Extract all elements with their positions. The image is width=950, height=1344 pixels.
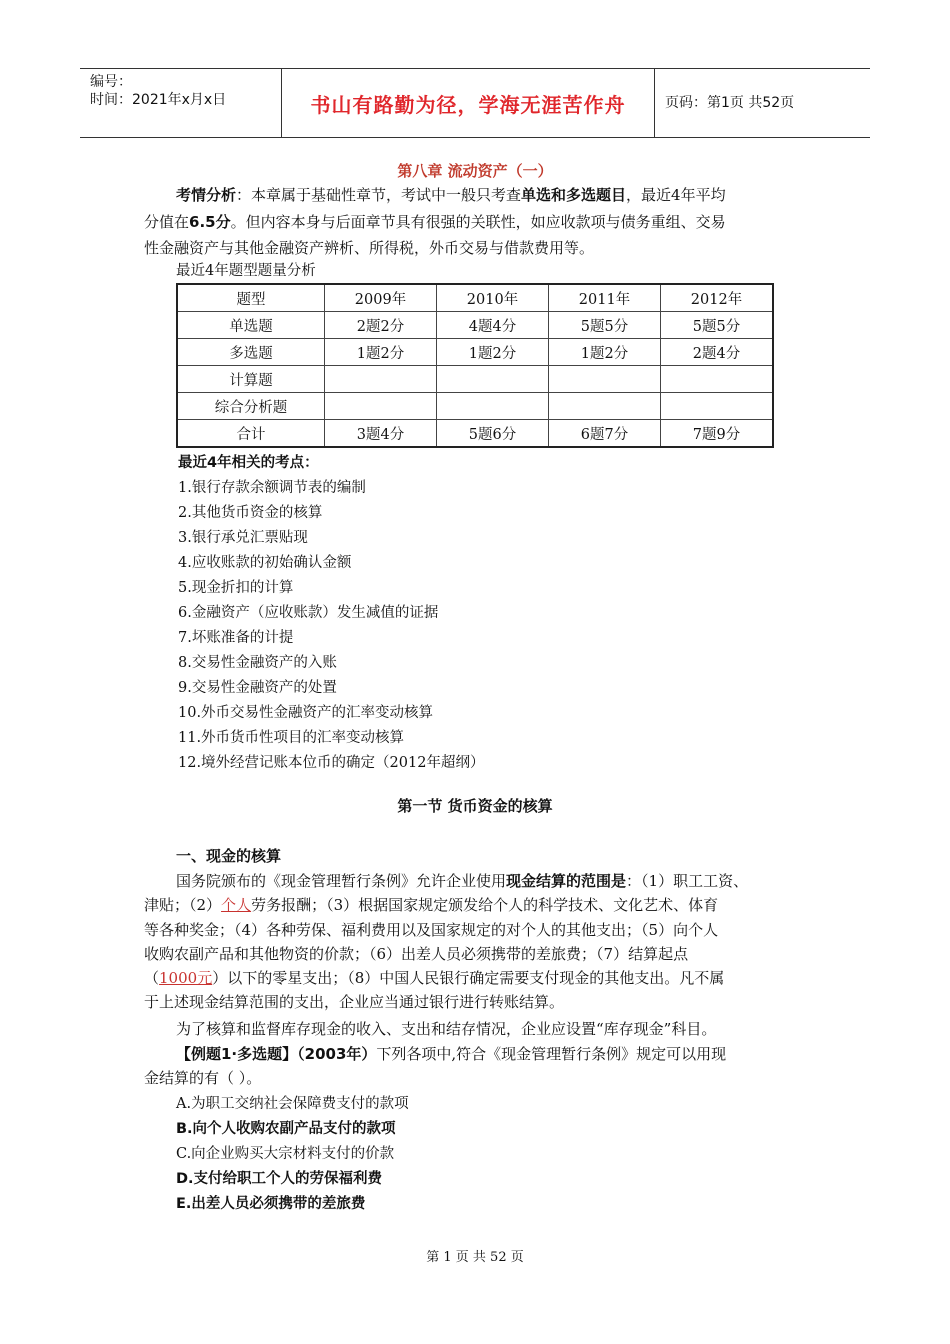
option-d: D.支付给职工个人的劳保福利费 [176,1171,383,1187]
table-cell: 5题5分 [661,312,774,339]
paragraph-text: （ [144,969,160,988]
question-type-table [176,283,774,448]
option-a: A.为职工交纳社会保障费支付的款项 [176,1096,409,1112]
table-cell [325,393,437,420]
paragraph-line: 收购农副产品和其他物资的价款；（6）出差人员必须携带的差旅费；（7）结算起点 [144,944,689,963]
table-cell: 1题2分 [325,339,437,366]
paragraph-line [144,893,824,917]
paragraph-text: 国务院颁布的《现金管理暂行条例》允许企业使用 [176,872,507,890]
paragraph-line [144,869,824,893]
table-cell [661,393,774,420]
analysis-text: ：本章属于基础性章节，考试中一般只考查 [236,186,522,204]
page-footer: 第 1 页 共 52 页 [426,1250,524,1265]
example-line: 金结算的有（ ）。 [144,1069,262,1088]
table-cell: 2题2分 [325,312,437,339]
table-cell: 5题6分 [437,420,549,448]
analysis-label: 考情分析 [176,186,237,204]
exam-points-list [178,476,484,776]
list-item: 2.其他货币资金的核算 [178,505,323,521]
table-cell [549,393,661,420]
header-right-cell [655,69,870,137]
underlined-term: 1000元 [159,969,213,988]
option-b: B.向个人收购农副产品支付的款项 [176,1121,396,1137]
table-cell: 6题7分 [549,420,661,448]
table-cell: 合计 [177,420,325,448]
example-question [144,1042,824,1091]
document-number-label: 编号： [90,74,132,90]
section-title: 第一节 货币资金的核算 [397,797,553,815]
option-e: E.出差人员必须携带的差旅费 [176,1196,366,1212]
page-header [80,68,870,138]
cash-scope-paragraph [144,869,824,1015]
table-header-cell: 2011年 [549,284,661,312]
list-item: 9.交易性金融资产的处置 [178,680,337,696]
analysis-line-3: 性金融资产与其他金融资产辨析、所得税，外币交易与借款费用等。 [144,239,595,257]
table-cell: 2题4分 [661,339,774,366]
table-cell: 综合分析题 [177,393,325,420]
analysis-emphasis: 6.5分 [189,213,231,231]
table-row [177,420,773,448]
list-item: 3.银行承兑汇票贴现 [178,530,308,546]
table-cell: 3题4分 [325,420,437,448]
example-text: 下列各项中,符合《现金管理暂行条例》规定可以用现 [376,1045,727,1063]
analysis-line-2 [144,210,726,234]
example-line [144,1042,824,1066]
list-item: 6.金融资产（应收账款）发生减值的证据 [178,605,439,621]
table-cell: 1题2分 [437,339,549,366]
table-row [177,312,773,339]
header-left-cell [80,69,280,137]
table-cell: 7题9分 [661,420,774,448]
analysis-emphasis: 单选和多选题目 [521,186,627,204]
paragraph-line [144,966,824,990]
table-cell [437,393,549,420]
paragraph-text: ：（1）职工工资、 [626,872,749,890]
paragraph-text: 劳务报酬；（3）根据国家规定颁发给个人的科学技术、文化艺术、体育 [251,896,719,915]
table-cell [661,366,774,393]
paragraph-line: 于上述现金结算范围的支出，企业应当通过银行进行转账结算。 [144,993,565,1012]
example-label: 【例题1·多选题】（2003年） [176,1045,377,1063]
list-item: 11.外币货币性项目的汇率变动核算 [178,730,405,746]
list-item: 4.应收账款的初始确认金额 [178,555,352,571]
document-time-label: 时间：2021年x月x日 [90,92,227,108]
table-row [177,339,773,366]
cash-account-paragraph: 为了核算和监督库存现金的收入、支出和结存情况，企业应设置“库存现金”科目。 [176,1020,717,1038]
underlined-term: 个人 [221,896,252,915]
list-item: 7.坏账准备的计提 [178,630,294,646]
list-item: 10.外币交易性金融资产的汇率变动核算 [178,705,434,721]
analysis-text: 。但内容本身与后面章节具有很强的关联性，如应收款项与债务重组、交易 [230,213,726,231]
table-header-cell: 2010年 [437,284,549,312]
analysis-text: 分值在 [144,213,190,231]
points-title: 最近4年相关的考点： [178,455,319,471]
table-row [177,393,773,420]
table-header-cell: 2012年 [661,284,774,312]
chapter-title: 第八章 流动资产（一） [397,162,553,180]
header-middle-cell [281,69,655,137]
list-item: 8.交易性金融资产的入账 [178,655,337,671]
table-cell: 计算题 [177,366,325,393]
list-item: 12.境外经营记账本位币的确定（2012年超纲） [178,755,485,771]
paragraph-emphasis: 现金结算的范围是 [506,872,627,890]
subsection-title: 一、现金的核算 [176,847,282,865]
page-info: 页码：第1页 共52页 [665,95,795,111]
list-item: 5.现金折扣的计算 [178,580,294,596]
analysis-text: ，最近4年平均 [626,186,726,204]
table-header-cell: 题型 [177,284,325,312]
table-header-cell: 2009年 [325,284,437,312]
table-cell: 4题4分 [437,312,549,339]
analysis-line-1 [176,183,726,207]
table-cell [437,366,549,393]
paragraph-text: ）以下的零星支出；（8）中国人民银行确定需要支付现金的其他支出。凡不属 [212,969,725,988]
table-cell: 单选题 [177,312,325,339]
table-header-row [177,284,773,312]
paragraph-line: 等各种奖金；（4）各种劳保、福利费用以及国家规定的对个人的其他支出；（5）向个人 [144,920,719,939]
option-c: C.向企业购买大宗材料支付的价款 [176,1146,395,1162]
table-cell [325,366,437,393]
list-item: 1.银行存款余额调节表的编制 [178,480,366,496]
table-cell [549,366,661,393]
motto-text: 书山有路勤为径，学海无涯苦作舟 [310,92,626,117]
paragraph-text: 津贴；（2） [144,896,222,915]
table-caption: 最近4年题型题量分析 [176,263,316,279]
table-row [177,366,773,393]
table-cell: 5题5分 [549,312,661,339]
table-cell: 多选题 [177,339,325,366]
table-cell: 1题2分 [549,339,661,366]
